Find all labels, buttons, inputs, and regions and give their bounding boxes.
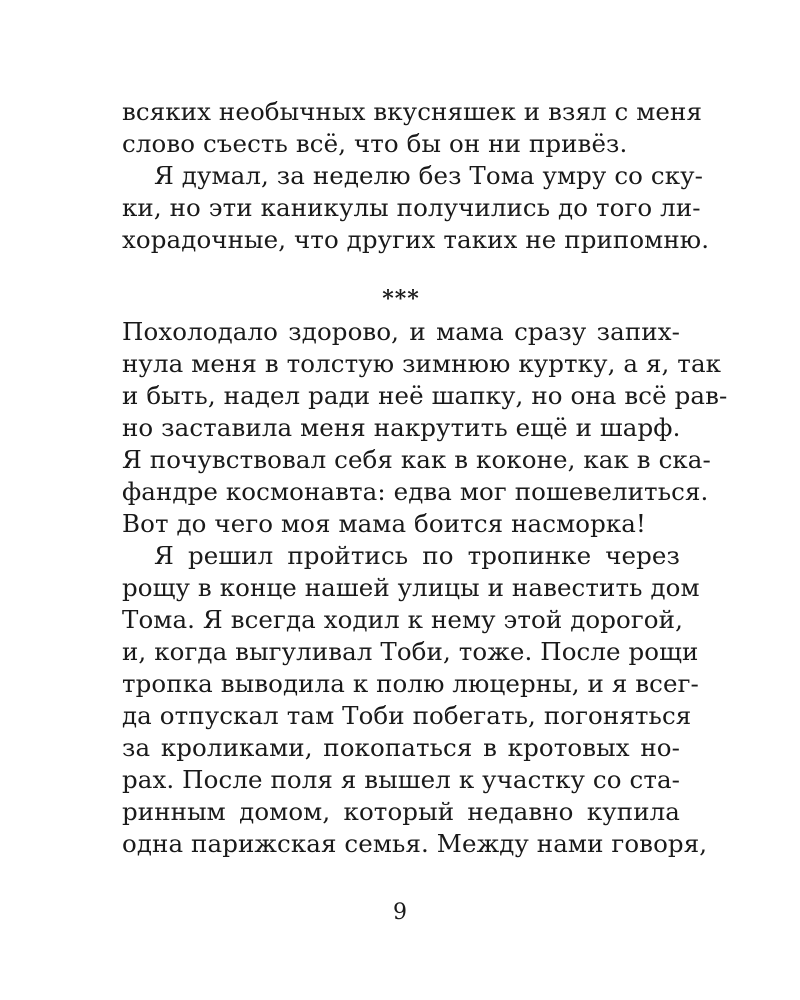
book-page-text — [122, 96, 728, 860]
text-line: за кроликами, покопаться в кротовых но- — [122, 733, 680, 762]
section-separator: *** — [382, 286, 420, 312]
paragraph — [122, 540, 708, 860]
text-line: да отпускал там Тоби побегать, погоняться — [122, 701, 692, 730]
text-line: но заставила меня накрутить ещё и шарф. — [122, 413, 681, 442]
text-line: Вот до чего моя мама боится насморка! — [122, 509, 646, 538]
text-line: Тома. Я всегда ходил к нему этой дорогой, — [122, 605, 683, 634]
text-line: хорадочные, что других таких не припомню. — [122, 225, 710, 254]
text-line: рощу в конце нашей улицы и навестить дом — [122, 573, 700, 602]
text-line: Похолодало здорово, и мама сразу запих- — [122, 317, 680, 346]
text-line: тропка выводила к полю люцерны, и я всег- — [122, 669, 699, 698]
text-line: Я решил пройтись по тропинке через — [154, 541, 680, 570]
text-line: слово съесть всё, что бы он ни привёз. — [122, 129, 628, 158]
text-line: фандре космонавта: едва мог пошевелиться. — [122, 477, 709, 506]
text-line: и, когда выгуливал Тоби, тоже. После рощи — [122, 637, 699, 666]
text-line: одна парижская семья. Между нами говоря, — [122, 829, 708, 858]
text-line: рах. После поля я вышел к участку со ста- — [122, 765, 681, 794]
text-line: всяких необычных вкусняшек и взял с меня — [122, 97, 703, 126]
text-line: ки, но эти каникулы получились до того ли- — [122, 193, 701, 222]
text-line: и быть, надел ради неё шапку, но она всё рав- — [122, 381, 728, 410]
paragraph — [122, 160, 710, 256]
page-number: 9 — [393, 900, 407, 925]
text-line: Я почувствовал себя как в коконе, как в ска- — [122, 445, 711, 474]
text-line: Я думал, за неделю без Тома умру со ску- — [154, 161, 704, 190]
text-line: нула меня в толстую зимнюю куртку, а я, так — [122, 349, 722, 378]
paragraph — [122, 316, 728, 540]
text-line: ринным домом, который недавно купила — [122, 797, 680, 826]
paragraph — [122, 96, 703, 160]
